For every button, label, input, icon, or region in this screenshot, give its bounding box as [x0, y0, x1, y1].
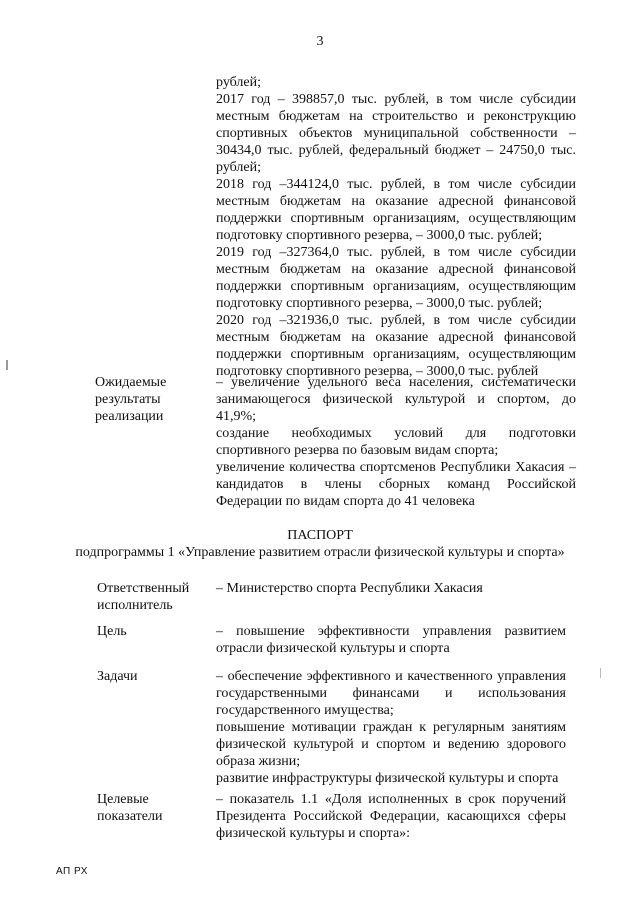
text-line: местным бюджетам на оказание адресной финансовой	[216, 194, 576, 209]
archive-stamp: АП РХ	[56, 866, 88, 877]
label-line: результаты	[95, 392, 161, 407]
text-line: 30434,0 тыс. рублей, федеральный бюджет – 24750,0 тыс.	[216, 143, 576, 158]
text-line: занимающегося физической культурой и спортом, до	[216, 392, 576, 407]
text-line: создание необходимых условий для подготовки	[216, 426, 576, 441]
text-line: местным бюджетам на оказание адресной финансовой	[216, 262, 576, 277]
text-line: подготовку спортивного резерва, – 3000,0 тыс. рублей;	[216, 296, 543, 311]
label-line: показатели	[97, 809, 163, 824]
text-line: подготовку спортивного резерва, – 3000,0 тыс. рублей	[216, 364, 539, 379]
text-line: Президента Российской Федерации, касающихся сферы	[216, 809, 566, 824]
text-line: кандидатов в члены сборных команд Российской	[216, 477, 576, 492]
text-line: местным бюджетам на оказание адресной финансовой	[216, 330, 576, 345]
scan-mark	[6, 360, 8, 370]
text-line: отрасли физической культуры и спорта	[216, 641, 450, 656]
text-line: 2019 год –327364,0 тыс. рублей, в том числе субсидии	[216, 245, 576, 260]
goal-label	[97, 623, 207, 640]
text-line: увеличение количества спортсменов Республики Хакасия –	[216, 460, 576, 475]
text-line: физической культурой и спортом и ведению здорового	[216, 737, 566, 752]
text-line: – повышение эффективности управления развитием	[216, 624, 566, 639]
passport-subtitle: подпрограммы 1 «Управление развитием отрасли физической культуры и спорта»	[75, 545, 565, 560]
text-line: поддержки спортивным организациям, осуществляющим	[216, 347, 576, 362]
label-line: Задачи	[97, 669, 138, 684]
expected-results-text	[216, 374, 576, 510]
scan-mark	[600, 668, 601, 678]
funding-text	[216, 74, 576, 380]
text-line: повышение мотивации граждан к регулярным занятиям	[216, 720, 566, 735]
text-line: образа жизни;	[216, 754, 301, 769]
text-line: государственными финансами и использования	[216, 686, 566, 701]
text-line: спортивных объектов муниципальной собственности –	[216, 126, 576, 141]
label-line: Цель	[97, 624, 127, 639]
responsible-text	[216, 580, 566, 597]
text-line: спортивного резерва по базовым видам спорта;	[216, 443, 499, 458]
goal-text	[216, 623, 566, 657]
text-line: местным бюджетам на строительство и реконструкцию	[216, 109, 576, 124]
text-line: поддержки спортивным организациям, осуществляющим	[216, 279, 576, 294]
text-line: поддержки спортивным организациям, осуществляющим	[216, 211, 576, 226]
text-line: 2020 год –321936,0 тыс. рублей, в том числе субсидии	[216, 313, 576, 328]
text-line: – показатель 1.1 «Доля исполненных в срок поручений	[216, 792, 566, 807]
label-line: Ожидаемые	[95, 375, 167, 390]
text-line: – обеспечение эффективного и качественного управления	[216, 669, 566, 684]
text-line: рублей;	[216, 75, 261, 90]
tasks-label	[97, 668, 207, 685]
text-line: физической культуры и спорта»:	[216, 826, 411, 841]
responsible-label	[97, 580, 207, 614]
label-line: Ответственный	[97, 581, 190, 596]
text-line: – увеличение удельного веса населения, систематически	[216, 375, 576, 390]
indicators-label	[97, 791, 207, 825]
text-line: 41,9%;	[216, 409, 257, 424]
text-line: развитие инфраструктуры физической культуры и спорта	[216, 771, 559, 786]
label-line: исполнитель	[97, 598, 173, 613]
text-line: государственного имущества;	[216, 703, 394, 718]
indicators-text	[216, 791, 566, 842]
page-number: 3	[316, 34, 324, 49]
text-line: Федерации по видам спорта до 41 человека	[216, 494, 475, 509]
label-line: Целевые	[97, 792, 149, 807]
text-line: рублей;	[216, 160, 261, 175]
tasks-text	[216, 668, 566, 787]
label-line: реализации	[95, 409, 164, 424]
text-line: подготовку спортивного резерва, – 3000,0 тыс. рублей;	[216, 228, 543, 243]
text-line: 2018 год –344124,0 тыс. рублей, в том числе субсидии	[216, 177, 576, 192]
text-line: – Министерство спорта Республики Хакасия	[216, 581, 483, 596]
passport-title: ПАСПОРТ	[287, 528, 353, 543]
text-line: 2017 год – 398857,0 тыс. рублей, в том числе субсидии	[216, 92, 576, 107]
expected-results-label	[95, 374, 205, 425]
